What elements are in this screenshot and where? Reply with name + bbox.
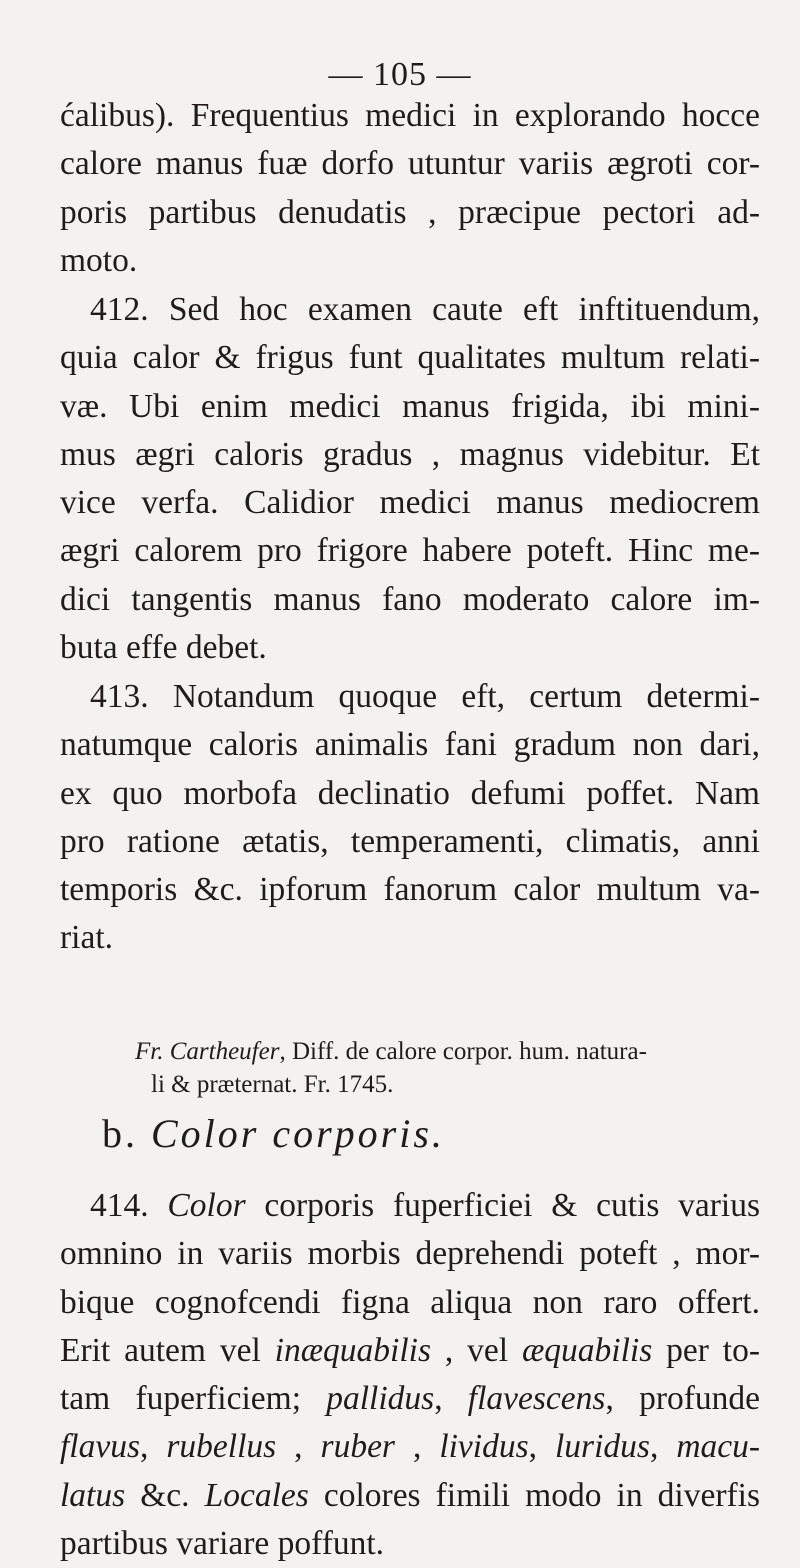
text-line: ægri calorem pro frigore habere poteft. Hinc me- [60,532,760,570]
footnote-line: Fr. Cartheufer, Diff. de calore corpor. hum. natura- [135,1038,647,1065]
section-heading [102,1110,702,1157]
text-line: poris partibus denudatis , præcipue pectori ad- [60,193,760,231]
paragraph-414 [60,1182,760,1568]
text-line: vice verfa. Calidior medici manus mediocrem [60,484,760,522]
paragraph-411-continuation [60,92,760,285]
text-line: tam fuperficiem; pallidus, flavescens, profunde [60,1380,760,1418]
footnote-reference [135,1035,735,1101]
text-line: 412. Sed hoc examen caute eft inftituendum, [90,291,760,328]
paragraph-413 [60,673,760,963]
text-line: mus ægri caloris gradus , magnus videbitur. Et [60,435,760,473]
text-line: natumque caloris animalis fani gradum non dari, [60,726,760,764]
text-line: Erit autem vel inæquabilis , vel æquabilis per to- [60,1331,760,1369]
text-line: temporis &c. ipforum fanorum calor multum va- [60,871,760,909]
text-line: partibus variare poffunt. [60,1525,385,1563]
text-line: calore manus fuæ dorfo utuntur variis ægroti cor- [60,145,760,183]
text-line: dici tangentis manus fano moderato calore im- [60,580,760,618]
text-line: quia calor & frigus funt qualitates multum relati- [60,339,760,377]
text-line: moto. [60,241,138,279]
text-line: bique cognofcendi figna aliqua non raro offert. [60,1283,760,1321]
text-line: ex quo morbofa declinatio defumi poffet. Nam [60,774,760,812]
page-number-header: — 105 — [328,56,472,93]
text-line: riat. [60,919,114,957]
text-line: væ. Ubi enim medici manus frigida, ibi mini- [60,387,760,425]
paragraph-412 [60,286,760,672]
text-line: buta effe debet. [60,629,267,667]
section-label: b. [102,1111,138,1156]
section-title: Color corporis. [151,1111,445,1156]
text-line: 413. Notandum quoque eft, certum determi- [90,678,760,715]
text-line: latus &c. Locales colores fimili modo in diverfis [60,1476,760,1514]
text-line: omnino in variis morbis deprehendi poteft , mor- [60,1235,760,1273]
footnote-line: li & præternat. Fr. 1745. [151,1071,394,1098]
footnote-author: Fr. Cartheufer [135,1038,280,1065]
text-line: 414. Color corporis fuperficiei & cutis varius [90,1187,761,1224]
text-line: pro ratione ætatis, temperamenti, climatis, anni [60,822,760,860]
text-line: flavus, rubellus , ruber , lividus, luridus, macu- [60,1428,761,1466]
text-line: ćalibus). Frequentius medici in explorando hocce [60,97,760,134]
